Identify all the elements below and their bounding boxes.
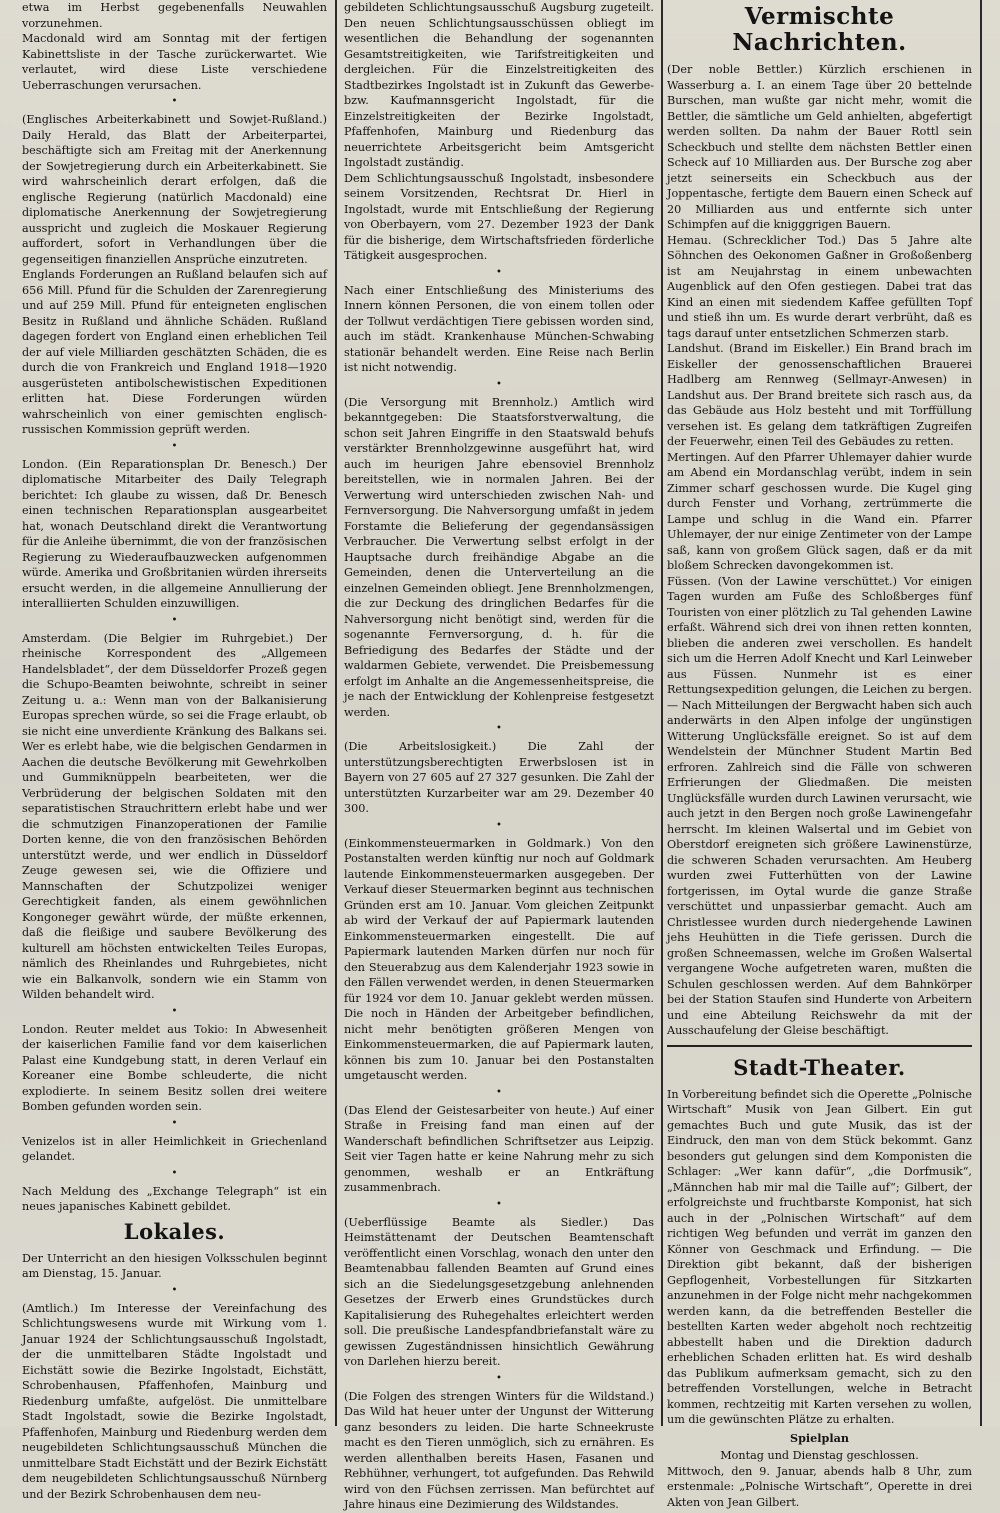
separator-dot: • [171, 96, 178, 107]
separator-dot: • [171, 1005, 178, 1017]
paragraph: Venizelos ist in aller Heimlichkeit in Griechenland gelandet. [22, 1134, 327, 1163]
paragraph: Landshut. (Brand im Eiskeller.) Ein Brand brach im Eiskeller der genossenschaftlichen Brauerei Hadlberg am Rennweg (Sellmayr-Anwesen) in Landshut aus. Der Brand breitete sich rasch aus, da das Gebäude aus Holz besteht und mit Torffüllung versehen ist. Es gelang dem tatkräftigen Zugreifen der Feuerwehr, einen Teil des Gebäudes zu retten. [667, 342, 972, 448]
paragraph: Nach Meldung des „Exchange Telegraph“ ist ein neues japanisches Kabinett gebildet. [22, 1184, 327, 1213]
section-divider [667, 1045, 972, 1047]
paragraph: (Englisches Arbeiterkabinett und Sowjet-Rußland.) Daily Herald, das Blatt der Arbeiterpartei, beschäftigte sich am Freitag mit der Anerkennung der Sowjetregierung durch ein Arbeiterkabinett. Sie wird wahrscheinlich derart erfolgen, daß die englische Regierung (natürlich Macdonald) eine diplomatische Anerkennung der Sowjetregierung ausspricht und zugleich die Moskauer Regierung auffordert, sofort in Verhandlungen über die gegenseitigen finanziellen Ansprüche einzutreten. [22, 113, 327, 266]
column-rule [335, 0, 337, 1426]
section-heading-vermischte-nachrichten: Vermischte Nachrichten. [732, 3, 907, 56]
paragraph: (Das Elend der Geistesarbeiter von heute.) Auf einer Straße in Freising fand man einen auf der Wanderschaft befindlichen Schriftsetzer aus Leipzig. Seit vier Tagen hatte er keine Nahrung mehr zu sich genommen, weshalb er an Entkräftung zusammenbrach. [344, 1103, 654, 1194]
paragraph: London. Reuter meldet aus Tokio: In Abwesenheit der kaiserlichen Familie fand vor dem kaiserlichen Palast eine Kundgebung statt, in deren Verlauf ein Koreaner eine Bombe schleuderte, die nicht explodierte. In seinem Besitz sollen drei weitere Bomben gefunden worden sein. [22, 1022, 327, 1113]
separator-dot: • [496, 723, 502, 734]
paragraph: Mertingen. Auf den Pfarrer Uhlemayer dahier wurde am Abend ein Mordanschlag verübt, indem in sein Zimmer scharf geschossen wurde. Die Kugel ging durch Fenster und Vorhang, zertrümmerte die Lampe und schlug in die Wand ein. Pfarrer Uhlemayer, der nur einige Zentimeter von der Lampe saß, kann von großem Glück sagen, daß er da mit bloßem Schrecken davongekommen ist. [667, 450, 972, 572]
separator-dot: • [496, 378, 502, 390]
paragraph: (Die Folgen des strengen Winters für die Wildstand.) Das Wild hat heuer unter der Ungunst der Witterung ganz besonders zu leiden. Die harte Schneekruste macht es den Tieren unmöglich, sich zu ernähren. Es werden allenthalben bereits Hasen, Fasanen und Rebhühner, verhungert, tot aufgefunden. Das Rehwild wird von den Füchsen zerrissen. Man befürchtet auf Jahre hinaus eine Dezimierung des Wildstandes. [344, 1389, 654, 1511]
separator-dot: • [496, 266, 502, 278]
paragraph: In Vorbereitung befindet sich die Operette „Polnische Wirtschaft“ Musik von Jean Gilbert. Ein gut gemachtes Buch und gute Musik, das ist der Eindruck, den man von dem Stück bekommt. Ganz besonders gut gelungen sind dem Komponisten die Schlager: „Wer kann dafür“, „die Dorfmusik“, „Männchen hab mir mal die Taille auf“; Gilbert, der erfolgreichste und fruchtbarste Komponist, hat sich auch in der „Polnischen Wirtschaft“ auf dem richtigen Weg befunden und verrät im ganzen den Könner von Geschmack und Erfindung. — Die Direktion gibt bekannt, daß der bisherigen Gepflogenheit, Vorbestellungen für Sitzkarten anzunehmen in der Folge nicht mehr nachgekommen werden kann, da die betreffenden Besteller die bestellten Karten weder abgeholt noch rechtzeitig abbestellt haben und die Direktion dadurch erheblichen Schaden erlitten hat. Es wird deshalb das Publikum aufmerksam gemacht, sich zu den betreffenden Vorstellungen, welche in Betracht kommen, rechtzeitig mit Karten versehen zu wollen, um die gewünschten Plätze zu erhalten. [667, 1087, 972, 1426]
separator-dot: • [496, 1372, 502, 1384]
paragraph: Füssen. (Von der Lawine verschüttet.) Vor einigen Tagen wurden am Fuße des Schloßberges fünf Touristen von einer plötzlich zu Tal gehenden Lawine erfaßt. Während sich drei von ihnen retten konnten, blieben die anderen zwei verschollen. Es handelt sich um die Herren Adolf Knecht und Karl Leinweber aus Füssen. Nunmehr ist es einer Rettungsexpedition gelungen, die Leichen zu bergen. — Nach Mitteilungen der Bergwacht haben sich auch anderwärts in den Alpen infolge der ungünstigen Witterung Unglücksfälle ereignet. So ist auf dem Wendelstein der Münchner Student Martin Bed erfroren. Zahlreich sind die Fälle von schweren Erfrierungen der Gliedmaßen. Die meisten Unglücksfälle wurden durch Lawinen verursacht, wie auch jetzt in den Bergen noch große Lawinengefahr herrscht. Im kleinen Walsertal und im Gebiet von Oberstdorf ereigneten sich größere Lawinenstürze, die schweren Schaden verursachten. Am Heuberg wurden zwei Futterhütten von der Lawine fortgerissen, im Oytal wurde die ganze Straße verschüttet und unpassierbar gemacht. Auch am Christlessee wurden durch niedergehende Lawinen jehs Heuhütten in die Tiefe gerissen. Durch die großen Schneemassen, welche im Großen Walsertal vergangene Woche aufgetreten waren, mußten die Schulen geschlossen werden. Auf dem Bahnkörper bei der Station Staufen sind Hunderte von Arbeitern und eine Abteilung Reichswehr da mit der Ausschaufelung der Gleise beschäftigt. [667, 574, 972, 1037]
paragraph: Der Unterricht an den hiesigen Volksschulen beginnt am Dienstag, 15. Januar. [22, 1251, 327, 1280]
subheading-spielplan: Spielplan [790, 1430, 849, 1445]
paragraph: Nach einer Entschließung des Ministeriums des Innern können Personen, die von einem tollen oder der Tollwut verdächtigen Tiere gebissen worden sind, auch im städt. Krankenhause München-Schwabing stationär behandelt werden. Eine Reise nach Berlin ist nicht notwendig. [344, 283, 654, 374]
paragraph: Montag und Dienstag geschlossen. [720, 1449, 919, 1462]
separator-dot: • [496, 819, 502, 831]
paragraph: gebildeten Schlichtungsausschuß Augsburg zugeteilt. Den neuen Schlichtungsausschüssen obliegt im wesentlichen die Behandlung der sogenannten Gesamtstreitigkeiten, wie Tarifstreitigkeiten und dergleichen. Für die Einzelstreitigkeiten des Stadtbezirkes Ingolstadt ist in Zukunft das Gewerbe- bzw. Kaufmannsgericht Ingolstadt, für die Einzelstreitigkeiten der Bezirke Ingolstadt, Pfaffenhofen, Mainburg und Riedenburg das neuerrichtete Arbeitsgericht beim Amtsgericht Ingolstadt zuständig. [344, 1, 654, 169]
paragraph: Dem Schlichtungsausschuß Ingolstadt, insbesondere seinem Vorsitzenden, Rechtsrat Dr. Hierl in Ingolstadt, wurde mit Entschließung der Regierung von Oberbayern, vom 27. Dezember 1923 der Dank für die bisherige, dem Wirtschaftsfrieden förderliche Tätigkeit ausgesprochen. [344, 171, 654, 262]
separator-dot: • [171, 1284, 178, 1296]
column-rule [661, 0, 663, 1426]
separator-dot: • [496, 1086, 502, 1098]
paragraph: (Die Arbeitslosigkeit.) Die Zahl der unterstützungsberechtigten Erwerbslosen ist in Bayern von 27 605 auf 27 327 gesunken. Die Zahl der unterstützten Kurzarbeiter war am 29. Dezember 40 300. [344, 740, 654, 815]
paragraph: (Ueberflüssige Beamte als Siedler.) Das Heimstättenamt der Deutschen Beamtenschaft veröffentlicht einen Vorschlag, wonach den unter den Beamtenabbau fallenden Beamten auf Grund eines sich an die Siedelungsgesetzgebung anlehnenden Gesetzes der Erwerb eines Grundstückes durch Kapitalisierung des Ruhegehaltes erleichtert werden soll. Die preußische Landespfandbriefanstalt wäre zu gewissen Zugeständnissen hinsichtlich Gewährung von Darlehen hierzu bereit. [344, 1215, 654, 1368]
paragraph: (Der noble Bettler.) Kürzlich erschienen in Wasserburg a. I. an einem Tage über 20 bettelnde Burschen, man wußte gar nicht mehr, womit die Bettler, die sämtliche um Geld anhielten, abgefertigt werden sollten. Da nahm der Bauer Rottl sein Scheckbuch und stellte dem nächsten Bettler einen Scheck auf 10 Milliarden aus. Der Bursche zog aber jetzt seinerseits ein Scheckbuch aus der Joppentasche, fertigte dem Bauern einen Scheck auf 20 Milliarden aus und entfernte sich unter Schimpfen auf die knigggrigen Bauern. [667, 63, 972, 231]
paragraph: (Die Versorgung mit Brennholz.) Amtlich wird bekanntgegeben: Die Staatsforstverwaltung, die schon seit Jahren Eingriffe in den Staatswald behufs verstärkter Brennholzgewinne ausgeführt hat, wird auch im heurigen Jahre ebensoviel Brennholz bereitstellen, wie in normalen Jahren. Bei der Verwertung wird unterschieden zwischen Nah- und Fernversorgung. Die Nahversorgung umfaßt in jedem Forstamte die Belieferung der gegendansässigen Verbraucher. Die Verwertung selbst erfolgt in der Hauptsache durch freihändige Abgabe an die Gemeinden, denen die Unterverteilung an die einzelnen Gemeinden obliegt. Jene Brennholzmengen, die zur Deckung des dringlichen Bedarfes für die Nahversorgung nicht benötigt sind, werden für die sogenannte Fernversorgung, d. h. für die Befriedigung des Bedarfes der Städte und der waldarmen Gebiete, verwendet. Die Preisbemessung erfolgt im Anhalte an die Angemessenheitspreise, die je nach der Entwicklung der Kohlenpreise festgesetzt werden. [344, 395, 654, 719]
separator-dot: • [171, 1117, 178, 1129]
paragraph: London. (Ein Reparationsplan Dr. Benesch.) Der diplomatische Mitarbeiter des Daily Telegraph berichtet: Ich glaube zu wissen, daß Dr. Benesch einen technischen Reparationsplan ausgearbeitet hat, wonach Deutschland direkt die Verantwortung für die Anleihe übernimmt, die von der französischen Regierung zu Wiederaufbauzwecken aufgenommen würde. Amerika und Großbritanien würden ihrerseits ersucht werden, in die allgemeine Annullierung der interalliierten Schulden einzuwilligen. [22, 457, 327, 610]
paragraph: Englands Forderungen an Rußland belaufen sich auf 656 Mill. Pfund für die Schulden der Zarenregierung und auf 259 Mill. Pfund für enteigneten englischen Besitz in Rußland und ähnliche Schäden. Rußland dagegen fordert von England einen erheblichen Teil der auf viele Milliarden geschätzten Schäden, die es durch die von Frankreich und England 1918—1920 ausgerüsteten antibolschewistischen Expeditionen erlitten hat. Diese Forderungen würden wahrscheinlich von einer gemischten englisch-russischen Kommission geprüft werden. [22, 268, 327, 436]
column-rule [980, 0, 982, 1426]
column-right [667, 0, 972, 1509]
column-left [22, 0, 327, 1501]
separator-dot: • [171, 440, 178, 452]
separator-dot: • [171, 614, 178, 626]
paragraph: Hemau. (Schrecklicher Tod.) Das 5 Jahre alte Söhnchen des Oekonomen Gaßner in Großoßenberg ist am Neujahrstag in einem unbewachten Augenblick auf den Ofen gestiegen. Dabei trat das Kind an einen mit siedendem Kaffee gefüllten Topf und stieß ihn um. Es wurde derart verbrüht, daß es tags darauf unter entsetzlichen Schmerzen starb. [667, 233, 972, 340]
paragraph: Amsterdam. (Die Belgier im Ruhrgebiet.) Der rheinische Korrespondent des „Allgemeen Handelsbladet“, der dem Düsseldorfer Prozeß gegen die Schupo-Beamten beiwohnte, schreibt in seiner Zeitung u. a.: Wenn man von der Balkanisierung Europas sprechen würde, so sei die Frage erlaubt, ob sie nicht eine unverdiente Kränkung des Balkans sei. Wer es erlebt habe, wie die belgischen Gendarmen in Aachen die deutsche Bevölkerung mit Gewehrkolben und Gummiknüppeln bearbeiteten, wer die Verbrüderung der belgischen Soldaten mit den separatistischen Strauchrittern erlebt habe und wer die schmutzigen Finanzoperationen der Familie Dorten kenne, die von den französischen Behörden unterstützt werde, und wer endlich in Düsseldorf Zeuge gewesen sei, wie die Offiziere und Mannschaften der Schutzpolizei weniger Gerechtigkeit fanden, als einem gewöhnlichen Kongoneger gewährt würde, der müßte erkennen, daß die fleißige und saubere Bevölkerung des kulturell am höchsten entwickelten Teiles Europas, nämlich des Rheinlandes und Ruhrgebietes, nicht wie ein Balkanvolk, sondern wie ein Stamm von Wilden behandelt wird. [22, 631, 327, 1001]
section-heading-lokales: Lokales. [123, 1218, 226, 1244]
column-middle [344, 0, 654, 1511]
section-heading-stadt-theater: Stadt-Theater. [733, 1054, 906, 1080]
paragraph: etwa im Herbst gegebenenfalls Neuwahlen vorzunehmen. [22, 1, 327, 30]
paragraph: (Amtlich.) Im Interesse der Vereinfachung des Schlichtungswesens wurde mit Wirkung vom 1. Januar 1924 der Schlichtungsausschuß Ingolstadt, der die unmittelbaren Städte Ingolstadt und Eichstätt sowie die Bezirke Ingolstadt, Eichstätt, Schrobenhausen, Pfaffenhofen, Mainburg und Riedenburg umfaßte, aufgelöst. Die unmittelbare Stadt Ingolstadt, sowie die Bezirke Ingolstadt, Pfaffenhofen, Mainburg und Riedenburg werden dem neugebildeten Schlichtungsausschuß München die unmittelbare Stadt Eichstätt und der Bezirk Eichstätt dem neugebildeten Schlichtungsausschuß Nürnberg und der Bezirk Schrobenhausen dem neu- [22, 1301, 327, 1501]
paragraph: Mittwoch, den 9. Januar, abends halb 8 Uhr, zum erstenmale: „Polnische Wirtschaft“, Operette in drei Akten von Jean Gilbert. [667, 1464, 972, 1509]
separator-dot: • [496, 1198, 502, 1210]
paragraph: Macdonald wird am Sonntag mit der fertigen Kabinettsliste in der Tasche zurückerwartet. Wie verlautet, wird diese Liste verschiedene Ueberraschungen verursachen. [22, 32, 327, 92]
separator-dot: • [171, 1167, 178, 1179]
paragraph: (Einkommensteuermarken in Goldmark.) Von den Postanstalten werden künftig nur noch auf Goldmark lautende Einkommensteuermarken ausgegeben. Der Verkauf dieser Steuermarken beginnt aus technischen Gründen erst am 10. Januar. Vom gleichen Zeitpunkt ab wird der Verkauf der auf Papiermark lautenden Einkommensteuermarken eingestellt. Die auf Papiermark lautenden Marken dürfen nur noch für den Steuerabzug aus dem Kalenderjahr 1923 sowie in den Fällen verwendet werden, in denen Steuermarken für 1924 vor dem 10. Januar geklebt werden müssen. Die noch in Händen der Arbeitgeber befindlichen, nicht mehr benötigten größeren Mengen von Einkommensteuermarken, die auf Papiermark lauten, können bis zum 10. Januar bei den Postanstalten umgetauscht werden. [344, 836, 654, 1082]
